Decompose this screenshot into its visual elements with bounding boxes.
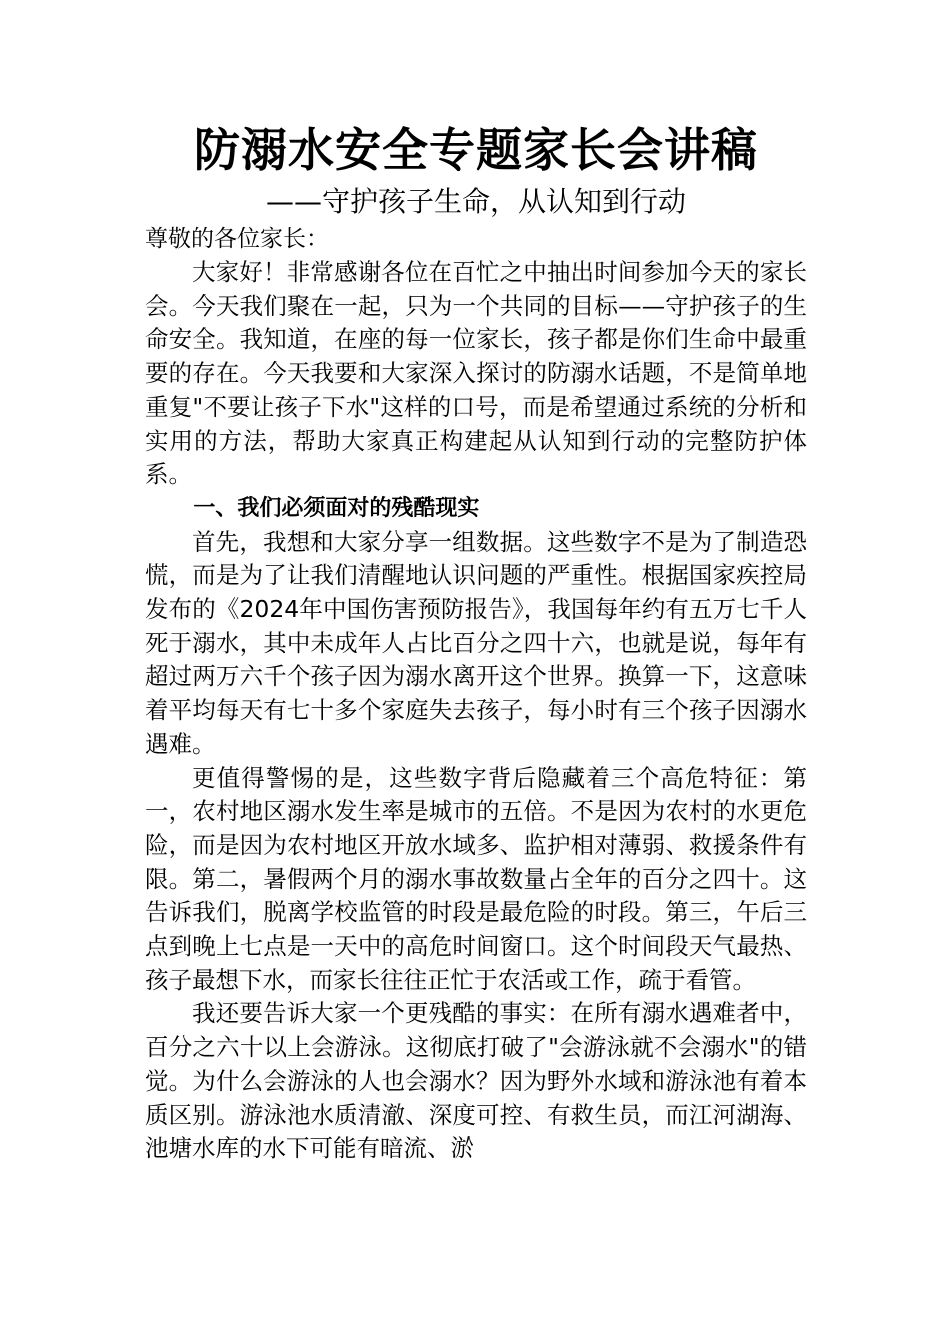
document-body bbox=[145, 118, 807, 1166]
document-subtitle: ——守护孩子生命，从认知到行动 bbox=[265, 185, 686, 218]
paragraph-data: 首先，我想和大家分享一组数据。这些数字不是为了制造恐慌，而是为了让我们清醒地认识问题的严重性。根据国家疾控局发布的《2024年中国伤害预防报告》，我国每年约有五万七千人死于溺水，其中未成年人占比百分之四十六，也就是说，每年有超过两万六千个孩子因为溺水离开这个世界。换算一下，这意味着平均每天有七十多个家庭失去孩子，每小时有三个孩子因溺水遇难。 bbox=[145, 527, 807, 758]
document-title: 防溺水安全专题家长会讲稿 bbox=[194, 123, 758, 177]
paragraph-risk-features: 更值得警惕的是，这些数字背后隐藏着三个高危特征：第一，农村地区溺水发生率是城市的五倍。不是因为农村的水更危险，而是因为农村地区开放水域多、监护相对薄弱、救援条件有限。第二，暑假两个月的溺水事故数量占全年的百分之四十。这告诉我们，脱离学校监管的时段是最危险的时段。第三，午后三点到晚上七点是一天中的高危时间窗口。这个时间段天气最热、孩子最想下水，而家长往往正忙于农活或工作，疏于看管。 bbox=[145, 763, 807, 994]
paragraph-swimming-fact: 我还要告诉大家一个更残酷的事实：在所有溺水遇难者中，百分之六十以上会游泳。这彻底打破了"会游泳就不会溺水"的错觉。为什么会游泳的人也会溺水？因为野外水域和游泳池有着本质区别。游泳池水质清澈、深度可控、有救生员，而江河湖海、池塘水库的水下可能有暗流、淤 bbox=[145, 999, 807, 1163]
paragraph-intro: 大家好！非常感谢各位在百忙之中抽出时间参加今天的家长会。今天我们聚在一起，只为一个共同的目标——守护孩子的生命安全。我知道，在座的每一位家长，孩子都是你们生命中最重要的存在。今天我要和大家深入探讨的防溺水话题，不是简单地重复"不要让孩子下水"这样的口号，而是希望通过系统的分析和实用的方法，帮助大家真正构建起从认知到行动的完整防护体系。 bbox=[145, 258, 807, 489]
greeting: 尊敬的各位家长： bbox=[145, 226, 329, 252]
section-heading: 一、我们必须面对的残酷现实 bbox=[193, 495, 480, 521]
